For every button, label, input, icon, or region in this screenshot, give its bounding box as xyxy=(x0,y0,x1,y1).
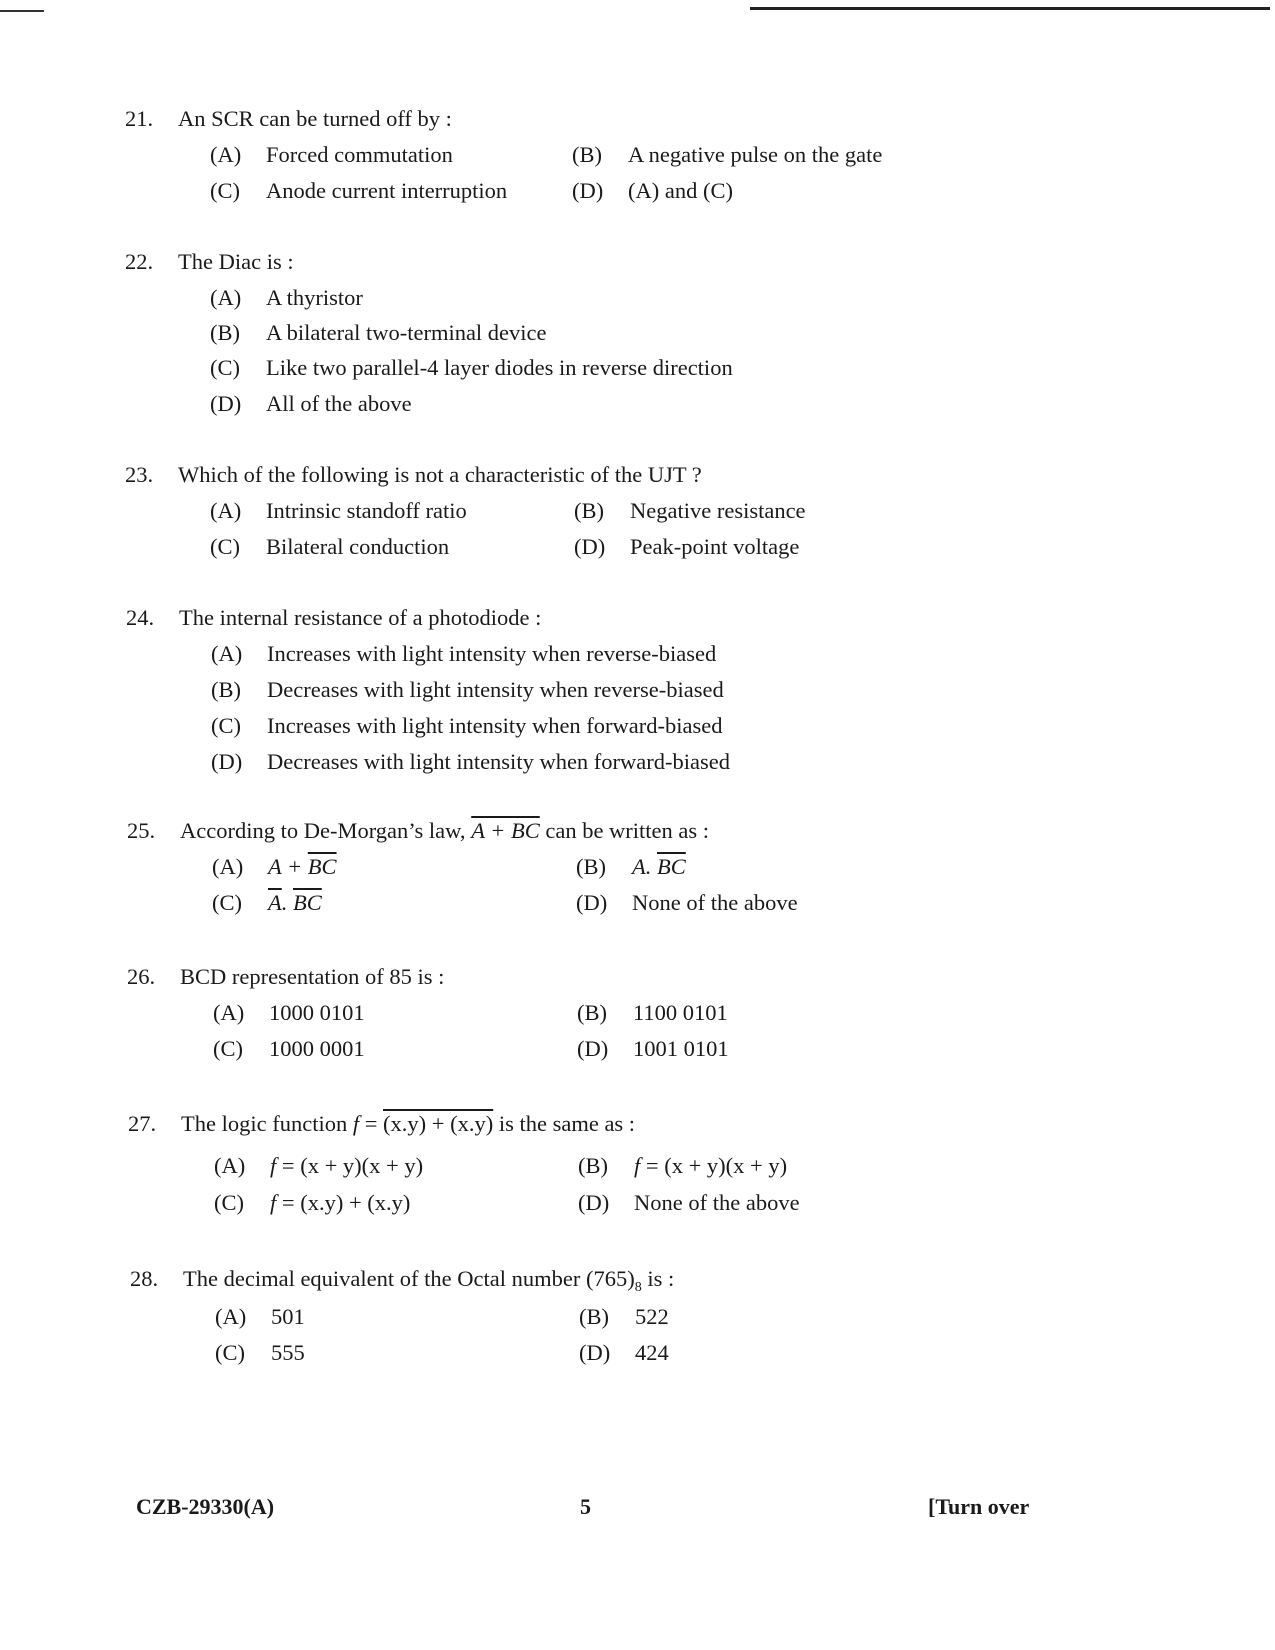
option-b xyxy=(211,675,724,705)
option-c xyxy=(210,532,449,562)
equals-sign: = xyxy=(281,1153,295,1178)
option-label: (C) xyxy=(210,178,240,203)
option-d xyxy=(210,389,412,419)
option-c xyxy=(214,1188,410,1218)
option-expression xyxy=(270,1151,423,1181)
option-text: Peak-point voltage xyxy=(630,534,800,559)
option-text: None of the above xyxy=(632,890,798,915)
top-left-rule xyxy=(0,10,44,12)
option-text: Increases with light intensity when reverse-biased xyxy=(267,641,717,666)
option-d xyxy=(576,888,798,918)
option-text: Increases with light intensity when forward-biased xyxy=(267,713,723,738)
option-label: (D) xyxy=(577,1036,609,1061)
option-label: (C) xyxy=(210,534,240,559)
option-label: (A) xyxy=(214,1153,246,1178)
question-number: 28. xyxy=(130,1266,159,1291)
option-a xyxy=(212,852,337,882)
footer-code: CZB-29330(A) xyxy=(136,1494,275,1519)
option-text: Bilateral conduction xyxy=(266,534,450,559)
expr-term-a: $\overline{A}$ xyxy=(268,890,282,915)
option-text: Decreases with light intensity when reverse-biased xyxy=(267,677,724,702)
option-text: 501 xyxy=(271,1304,305,1329)
option-c xyxy=(215,1338,305,1368)
option-d xyxy=(572,176,733,206)
question-stem: An SCR can be turned off by : xyxy=(178,106,452,131)
question-number: 25. xyxy=(127,818,156,843)
question-stem: Which of the following is not a characteristic of the UJT ? xyxy=(178,462,702,487)
option-text: 1000 0101 xyxy=(269,1000,365,1025)
option-text: (A) and (C) xyxy=(628,178,733,203)
option-label: (A) xyxy=(215,1304,247,1329)
option-text: All of the above xyxy=(266,391,412,416)
option-label: (A) xyxy=(212,854,244,879)
stem-suffix: is : xyxy=(647,1266,675,1291)
option-d xyxy=(578,1188,800,1218)
expr-text: (x.y) + (x.y) xyxy=(300,1190,411,1215)
option-b xyxy=(574,496,806,526)
option-label: (C) xyxy=(214,1190,244,1215)
expr-term-a: A xyxy=(632,854,646,879)
option-b xyxy=(210,318,547,348)
option-text: 424 xyxy=(635,1340,669,1365)
option-text: A bilateral two-terminal device xyxy=(266,320,547,345)
expr-operator: . xyxy=(281,890,288,915)
stem-expression: A + BC xyxy=(471,818,540,843)
expr-term-bc: $\overline{BC}$ xyxy=(657,854,686,879)
option-label: (A) xyxy=(211,641,243,666)
question-number: 21. xyxy=(125,106,154,131)
option-c xyxy=(213,1034,365,1064)
option-b xyxy=(579,1302,669,1332)
expr-term-bc: $\overline{BC}$ xyxy=(293,890,322,915)
option-label: (D) xyxy=(578,1190,610,1215)
option-b xyxy=(578,1151,787,1181)
base-subscript: 8 xyxy=(634,1280,642,1295)
equals-sign: = xyxy=(645,1153,659,1178)
option-c xyxy=(212,888,322,918)
option-label: (C) xyxy=(210,355,240,380)
option-a xyxy=(214,1151,423,1181)
stem-prefix: The logic function xyxy=(181,1111,348,1136)
option-a xyxy=(210,140,453,170)
option-b xyxy=(577,998,728,1028)
option-label: (A) xyxy=(210,142,242,167)
option-label: (B) xyxy=(576,854,606,879)
option-text: Like two parallel-4 layer diodes in reverse direction xyxy=(266,355,733,380)
question-stem: The Diac is : xyxy=(178,249,294,274)
expr-text: (x + y)(x + y) xyxy=(664,1153,788,1178)
option-label: (A) xyxy=(213,1000,245,1025)
option-b xyxy=(572,140,882,170)
option-expression xyxy=(634,1151,787,1181)
question-stem xyxy=(180,816,709,846)
option-expression xyxy=(270,1188,410,1218)
equals-sign: = xyxy=(364,1111,378,1136)
option-label: (B) xyxy=(577,1000,607,1025)
function-symbol: f xyxy=(270,1190,277,1215)
option-label: (C) xyxy=(213,1036,243,1061)
option-label: (D) xyxy=(579,1340,611,1365)
question-number: 26. xyxy=(127,964,156,989)
option-a xyxy=(215,1302,305,1332)
option-label: (A) xyxy=(210,498,242,523)
option-c xyxy=(210,353,733,383)
option-text: 522 xyxy=(635,1304,669,1329)
option-text: 1100 0101 xyxy=(633,1000,728,1025)
question-stem xyxy=(181,1109,635,1139)
option-d xyxy=(211,747,730,777)
option-b xyxy=(576,852,686,882)
stem-prefix: The decimal equivalent of the Octal number (765) xyxy=(183,1266,635,1291)
stem-expression: (x.y) + (x.y) xyxy=(383,1111,494,1136)
option-d xyxy=(579,1338,669,1368)
option-text: 1001 0101 xyxy=(633,1036,729,1061)
option-label: (D) xyxy=(574,534,606,559)
option-d xyxy=(577,1034,729,1064)
option-label: (B) xyxy=(578,1153,608,1178)
top-right-rule xyxy=(750,7,1270,10)
option-c xyxy=(211,711,723,741)
option-text: Intrinsic standoff ratio xyxy=(266,498,467,523)
option-text: 555 xyxy=(271,1340,305,1365)
option-label: (C) xyxy=(215,1340,245,1365)
option-label: (D) xyxy=(211,749,243,774)
question-number: 27. xyxy=(128,1111,157,1136)
option-label: (B) xyxy=(210,320,240,345)
question-number: 24. xyxy=(126,605,155,630)
option-label: (B) xyxy=(574,498,604,523)
stem-suffix: can be written as : xyxy=(545,818,710,843)
question-number: 23. xyxy=(125,462,154,487)
option-label: (A) xyxy=(210,285,242,310)
option-text: A negative pulse on the gate xyxy=(628,142,883,167)
page-number: 5 xyxy=(580,1494,591,1519)
expr-text: (x + y)(x + y) xyxy=(300,1153,424,1178)
option-text: Anode current interruption xyxy=(266,178,508,203)
option-label: (B) xyxy=(572,142,602,167)
function-symbol: f xyxy=(352,1111,360,1136)
option-text: Forced commutation xyxy=(266,142,453,167)
expr-term-a: A xyxy=(268,854,282,879)
option-a xyxy=(213,998,365,1028)
option-label: (C) xyxy=(211,713,241,738)
function-symbol: f xyxy=(270,1153,277,1178)
option-text: A thyristor xyxy=(266,285,363,310)
option-text: None of the above xyxy=(634,1190,800,1215)
option-a xyxy=(211,639,716,669)
option-label: (C) xyxy=(212,890,242,915)
option-a xyxy=(210,496,467,526)
expr-operator: + xyxy=(286,854,303,879)
question-stem xyxy=(183,1264,674,1303)
function-symbol: f xyxy=(634,1153,641,1178)
expr-term-bc: $\overline{BC}$ xyxy=(307,854,337,879)
option-d xyxy=(574,532,799,562)
question-number: 22. xyxy=(125,249,154,274)
turn-over: [Turn over xyxy=(928,1494,1030,1519)
option-a xyxy=(210,283,363,313)
stem-suffix: is the same as : xyxy=(498,1111,636,1136)
stem-prefix: According to De-Morgan’s law, xyxy=(180,818,466,843)
option-text: Decreases with light intensity when forward-biased xyxy=(267,749,730,774)
question-stem: The internal resistance of a photodiode : xyxy=(179,605,542,630)
option-label: (B) xyxy=(579,1304,609,1329)
question-stem: BCD representation of 85 is : xyxy=(180,964,445,989)
option-expression xyxy=(268,888,322,918)
option-text: Negative resistance xyxy=(630,498,806,523)
option-label: (D) xyxy=(576,890,608,915)
option-expression xyxy=(268,852,337,882)
option-label: (D) xyxy=(572,178,604,203)
expr-operator: . xyxy=(645,854,652,879)
option-label: (B) xyxy=(211,677,241,702)
option-text: 1000 0001 xyxy=(269,1036,365,1061)
option-expression xyxy=(632,852,686,882)
option-c xyxy=(210,176,507,206)
option-label: (D) xyxy=(210,391,242,416)
equals-sign: = xyxy=(281,1190,295,1215)
